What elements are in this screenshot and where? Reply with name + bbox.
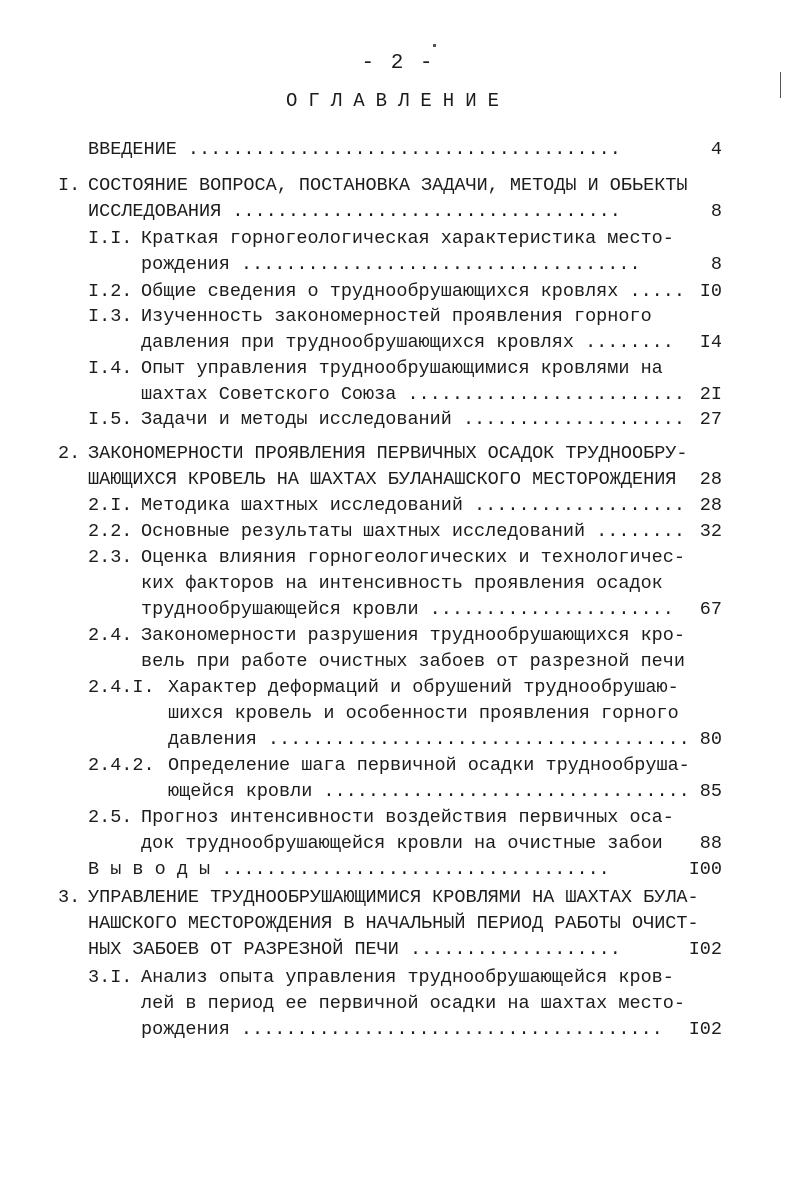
toc-entry-text: лей в период ее первичной осадки на шахтах место-	[141, 993, 685, 1014]
toc-entry-text: вель при работе очистных забоев от разрезной печи	[141, 651, 685, 672]
toc-entry-number: 2.	[58, 443, 81, 464]
toc-entry-number: 3.I.	[88, 967, 133, 988]
toc-page-number: I4	[699, 332, 722, 353]
toc-entry-number: 3.	[58, 887, 81, 908]
toc-entry-number: I.3.	[88, 306, 133, 327]
toc-entry-number: 2.5.	[88, 807, 133, 828]
toc-entry-text: ВВЕДЕНИЕ .......................................	[88, 139, 621, 160]
toc-entry-text: Анализ опыта управления труднообрушающейся кров-	[141, 967, 674, 988]
toc-entry-number: 2.4.2.	[88, 755, 155, 776]
toc-entry-text: шихся кровель и особенности проявления горного	[168, 703, 679, 724]
toc-entry-text: ющейся кровли .................................	[168, 781, 690, 802]
toc-entry-number: I.5.	[88, 409, 133, 430]
toc-entry-text: Прогноз интенсивности воздействия первичных оса-	[141, 807, 674, 828]
toc-entry-number: I.I.	[88, 228, 133, 249]
toc-entry-text: Общие сведения о труднообрушающихся кровлях .....	[141, 281, 685, 302]
toc-entry-text: рождения ......................................	[141, 1019, 663, 1040]
toc-entry-number: 2.I.	[88, 495, 133, 516]
toc-entry-text: НЫХ ЗАБОЕВ ОТ РАЗРЕЗНОЙ ПЕЧИ ...................	[88, 939, 621, 960]
toc-entry-text: Задачи и методы исследований ....................	[141, 409, 685, 430]
toc-page-number: 8	[710, 254, 722, 275]
toc-entry-number: 2.2.	[88, 521, 133, 542]
toc-page-number: 27	[699, 409, 722, 430]
toc-entry-text: давления при труднообрушающихся кровлях ........	[141, 332, 674, 353]
toc-entry-text: Основные результаты шахтных исследований ........	[141, 521, 685, 542]
toc-page-number: I00	[688, 859, 722, 880]
toc-entry-text: В ы в о д ы ...................................	[88, 859, 610, 880]
toc-entry-text: НАШСКОГО МЕСТОРОЖДЕНИЯ В НАЧАЛЬНЫЙ ПЕРИОД РАБОТЫ ОЧИСТ-	[88, 913, 699, 934]
toc-entry-text: Закономерности разрушения труднообрушающихся кро-	[141, 625, 685, 646]
toc-page-number: 2I	[699, 384, 722, 405]
toc-entry-text: Оценка влияния горногеологических и технологичес-	[141, 547, 685, 568]
toc-entry-text: Характер деформаций и обрушений труднообрушаю-	[168, 677, 679, 698]
top-dot-mark	[433, 44, 436, 47]
toc-entry-text: УПРАВЛЕНИЕ ТРУДНООБРУШАЮЩИМИСЯ КРОВЛЯМИ НА ШАХТАХ БУЛА-	[88, 887, 699, 908]
toc-page-number: 4	[710, 139, 722, 160]
toc-page-number: 85	[699, 781, 722, 802]
toc-entry-text: Краткая горногеологическая характеристика место-	[141, 228, 674, 249]
toc-entry-text: док труднообрушающейся кровли на очистные забои	[141, 833, 663, 854]
toc-entry-number: 2.3.	[88, 547, 133, 568]
toc-entry-text: шахтах Советского Союза .........................	[141, 384, 685, 405]
toc-page-number: I02	[688, 939, 722, 960]
page-number: - 2 -	[361, 52, 435, 75]
toc-entry-text: ких факторов на интенсивность проявления осадок	[141, 573, 663, 594]
toc-entry-text: ШАЮЩИХСЯ КРОВЕЛЬ НА ШАХТАХ БУЛАНАШСКОГО МЕСТОРОЖДЕНИЯ	[88, 469, 677, 490]
toc-page-number: I0	[699, 281, 722, 302]
toc-entry-number: 2.4.I.	[88, 677, 155, 698]
toc-entry-text: труднообрушающейся кровли ......................	[141, 599, 674, 620]
toc-page-number: 67	[699, 599, 722, 620]
toc-entry-number: I.2.	[88, 281, 133, 302]
toc-page-number: I02	[688, 1019, 722, 1040]
toc-entry-text: СОСТОЯНИЕ ВОПРОСА, ПОСТАНОВКА ЗАДАЧИ, МЕТОДЫ И ОБЬЕКТЫ	[88, 175, 688, 196]
toc-page-number: 28	[699, 495, 722, 516]
toc-entry-text: Определение шага первичной осадки труднообруша-	[168, 755, 690, 776]
toc-page-number: 80	[699, 729, 722, 750]
toc-entry-text: ИССЛЕДОВАНИЯ ...................................	[88, 201, 621, 222]
page-title: ОГЛАВЛЕНИЕ	[285, 90, 511, 112]
toc-entry-number: I.4.	[88, 358, 133, 379]
toc-entry-number: 2.4.	[88, 625, 133, 646]
toc-entry-text: рождения ....................................	[141, 254, 641, 275]
right-margin-mark	[780, 72, 781, 98]
toc-entry-text: Методика шахтных исследований ...................	[141, 495, 685, 516]
toc-page-number: 28	[699, 469, 722, 490]
toc-page-number: 32	[699, 521, 722, 542]
toc-page-number: 8	[710, 201, 722, 222]
toc-page-number: 88	[699, 833, 722, 854]
toc-entry-text: давления ......................................	[168, 729, 690, 750]
toc-entry-text: ЗАКОНОМЕРНОСТИ ПРОЯВЛЕНИЯ ПЕРВИЧНЫХ ОСАДОК ТРУДНООБРУ-	[88, 443, 688, 464]
toc-entry-text: Опыт управления труднообрушающимися кровлями на	[141, 358, 663, 379]
toc-entry-text: Изученность закономерностей проявления горного	[141, 306, 652, 327]
toc-entry-number: I.	[58, 175, 81, 196]
